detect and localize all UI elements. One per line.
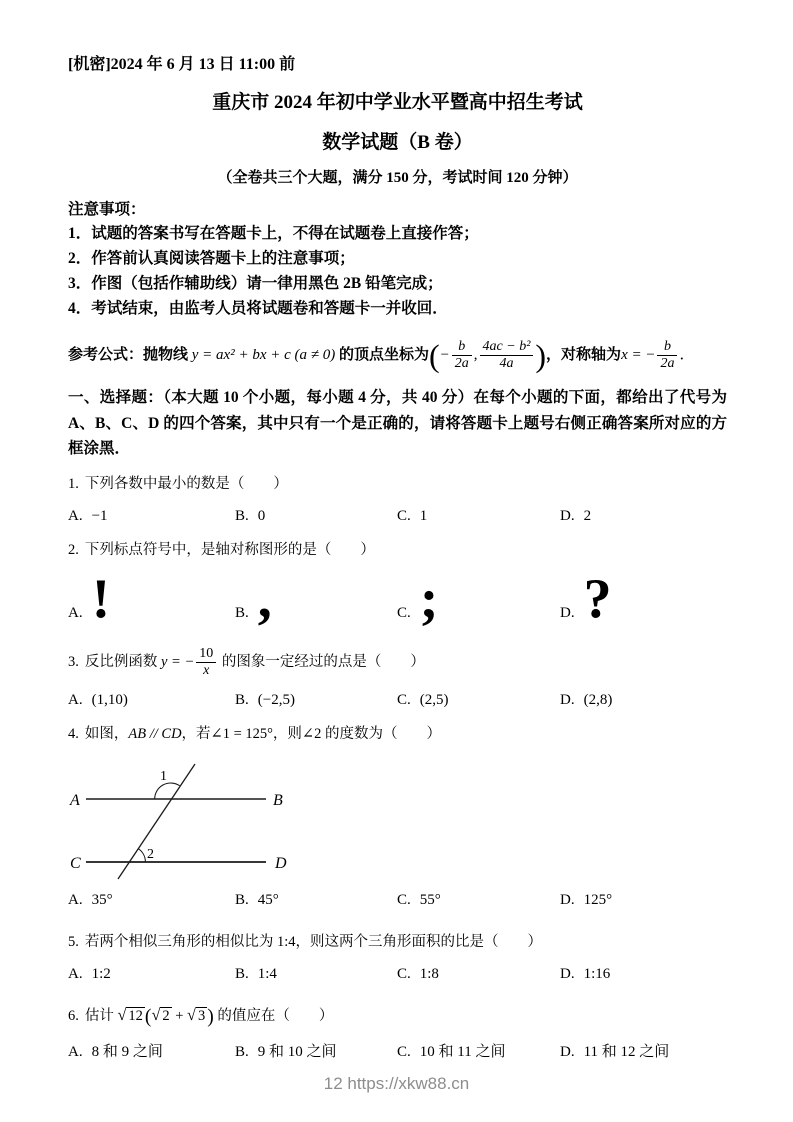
parabola-equation: y = ax² + bx + c (a ≠ 0): [191, 347, 336, 363]
point-c-label: C: [70, 854, 81, 872]
question-5-stem: 5. 若两个相似三角形的相似比为 1:4，则这两个三角形面积的比是（ ）: [68, 933, 543, 950]
option-c: C. 1:8: [397, 965, 439, 982]
option-d: D. 1:16: [560, 965, 611, 982]
question-3-options: [68, 690, 727, 710]
paper-title: 数学试题（B 卷）: [322, 132, 473, 153]
open-paren: (: [144, 1005, 152, 1027]
exam-title: 重庆市 2024 年初中学业水平暨高中招生考试: [212, 92, 583, 113]
confidential-banner: [机密]2024 年 6 月 13 日 11:00 前: [68, 56, 296, 73]
page-footer-watermark: 12 https://xkw88.cn: [323, 1074, 470, 1093]
option-d: D. (2,8): [560, 691, 613, 708]
notice-item-2: 2．作答前认真阅读答题卡上的注意事项；: [68, 250, 355, 267]
option-a: A. 8 和 9 之间: [68, 1043, 163, 1060]
question-4: [68, 724, 727, 910]
notice-item-4: 4．考试结束，由监考人员将试题卷和答题卡一并收回．: [68, 300, 448, 317]
question-number: 5.: [68, 933, 79, 950]
angle-2-arc: [138, 848, 145, 861]
plus-sign: +: [171, 1007, 188, 1024]
question-mark-glyph: ?: [583, 567, 612, 630]
notice-heading: 注意事项：: [68, 201, 146, 218]
question-6-options: [68, 1042, 727, 1062]
exam-info-subtitle: （全卷共三个大题，满分 150 分，考试时间 120 分钟）: [217, 170, 578, 186]
option-c: C. 10 和 11 之间: [397, 1043, 506, 1060]
sqrt-2: √ 2: [151, 1005, 170, 1024]
notice-item-3: 3．作图（包括作辅助线）请一律用黑色 2B 铅笔完成；: [68, 275, 443, 292]
close-paren: ): [207, 1005, 214, 1027]
angle-1-arc: [155, 782, 180, 798]
option-d: D. 2: [560, 507, 592, 524]
question-2: [68, 540, 727, 634]
angle-1-label: 1: [160, 768, 167, 784]
option-a: A. −1: [68, 507, 108, 524]
question-5: [68, 932, 727, 984]
option-a: A. (1,10): [68, 691, 128, 708]
comma-separator: ,: [473, 347, 478, 363]
axis-label: ，对称轴为: [546, 347, 622, 363]
option-b: B. 45°: [235, 891, 279, 908]
minus-sign: −: [439, 347, 450, 363]
sqrt-3: √ 3: [187, 1005, 206, 1024]
question-6: [68, 998, 727, 1062]
vertex-label: 的顶点坐标为: [338, 347, 429, 363]
option-a: A. 35°: [68, 891, 113, 908]
question-2-stem: 2. 下列标点符号中，是轴对称图形的是（ ）: [68, 541, 375, 558]
open-paren: (: [429, 337, 440, 374]
question-1-options: [68, 506, 727, 526]
fraction-4ac-b2-4a: $\frac{\text{4ac − b²}}{4a}$: [478, 339, 536, 371]
option-c: C. 1: [397, 507, 428, 524]
question-number: 1.: [68, 475, 79, 492]
question-number: 4.: [68, 725, 79, 742]
option-b: B. ,: [235, 567, 272, 630]
question-3-stem: 3. 反比例函数 y = − $\frac{10}{x}$ 的图象一定经过的点是（ ）: [68, 646, 425, 678]
fraction-10-x: $\frac{10}{x}$: [194, 646, 218, 678]
option-c: C. ;: [397, 567, 439, 630]
question-1: [68, 474, 727, 526]
close-paren: ): [535, 337, 547, 374]
exclamation-mark-glyph: !: [91, 567, 111, 630]
semicolon-glyph: ;: [419, 567, 439, 630]
fraction-b-2a: $\frac{b}{2a}$: [450, 339, 474, 371]
notice-item-1: 1．试题的答案书写在答题卡上，不得在试题卷上直接作答；: [68, 225, 479, 242]
option-d: D. ?: [560, 567, 612, 630]
question-6-stem: 6. 估计 √ 12 (√ 2 + √ 3 ) 的值应在（ ）: [68, 1005, 334, 1027]
question-5-options: [68, 964, 727, 984]
question-number: 6.: [68, 1007, 79, 1024]
option-c: C. 55°: [397, 891, 441, 908]
option-b: B. (−2,5): [235, 691, 295, 708]
comma-glyph: ,: [257, 567, 272, 630]
inverse-function-lead: y = −: [161, 653, 195, 670]
option-a: A. 1:2: [68, 965, 111, 982]
question-2-options: [68, 564, 727, 634]
section-1-heading: 一、选择题：（本大题 10 个小题，每小题 4 分，共 40 分）在每个小题的下面，都给出了代号为 A、B、C、D 的四个答案，其中只有一个是正确的，请将答题卡上题号右侧正确答案所对应的方框涂黑．: [68, 389, 727, 457]
option-b: B. 1:4: [235, 965, 277, 982]
option-a: A. !: [68, 567, 111, 630]
question-3: [68, 640, 727, 710]
point-b-label: B: [273, 791, 283, 809]
question-number: 2.: [68, 541, 79, 558]
sqrt-12: √ 12: [117, 1005, 143, 1024]
option-d: D. 125°: [560, 891, 613, 908]
option-d: D. 11 和 12 之间: [560, 1043, 670, 1060]
question-number: 3.: [68, 653, 79, 670]
point-d-label: D: [275, 854, 287, 872]
option-c: C. (2,5): [397, 691, 449, 708]
option-b: B. 9 和 10 之间: [235, 1043, 337, 1060]
question-4-options: [68, 890, 727, 910]
axis-fraction-b-2a: $\frac{b}{2a}$: [655, 339, 679, 371]
parallel-lines-figure: [68, 756, 388, 886]
period: ．: [679, 347, 695, 363]
point-a-label: A: [70, 791, 80, 809]
formula-label: 参考公式：抛物线: [68, 347, 189, 363]
question-1-stem: 1. 下列各数中最小的数是（ ）: [68, 475, 288, 492]
angle-2-label: 2: [147, 846, 154, 862]
option-b: B. 0: [235, 507, 266, 524]
axis-equation-lead: x = −: [621, 347, 656, 363]
reference-formula: [68, 329, 727, 381]
parallel-lines-notation: AB // CD: [128, 725, 182, 742]
question-4-stem: 4. 如图，AB // CD，若∠1 = 125°，则∠2 的度数为（ ）: [68, 725, 441, 742]
